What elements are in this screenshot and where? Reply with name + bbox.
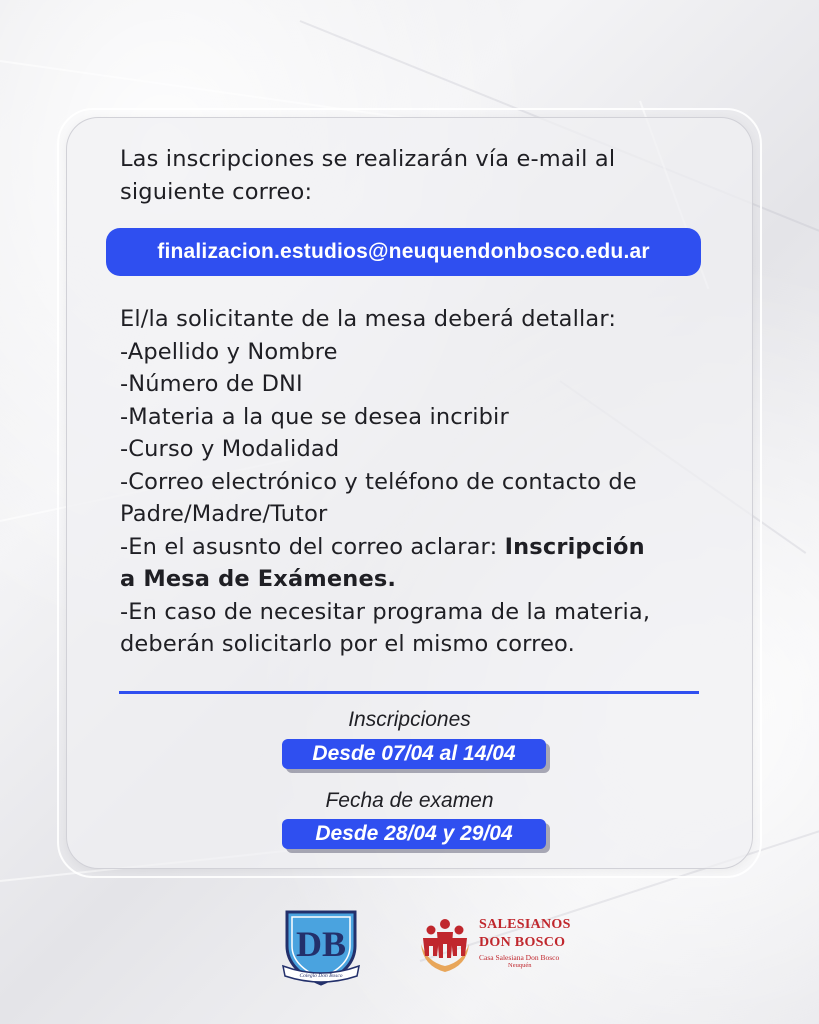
divider bbox=[119, 691, 699, 694]
list-item bbox=[120, 563, 720, 596]
exam-date-badge bbox=[282, 819, 546, 849]
exam-date: Desde 28/04 y 29/04 bbox=[315, 822, 513, 845]
exam-label: Fecha de examen bbox=[325, 789, 494, 812]
list-item: -Apellido y Nombre bbox=[120, 338, 338, 365]
inscriptions-label: Inscripciones bbox=[348, 708, 471, 731]
subject-bold: Inscripción bbox=[504, 533, 645, 560]
subject-bold: a Mesa de Exámenes. bbox=[120, 566, 397, 592]
email-address[interactable]: finalizacion.estudios@neuquendonbosco.edu.ar bbox=[157, 240, 650, 263]
email-pill[interactable] bbox=[106, 228, 701, 276]
salesianos-caption: Casa Salesiana Don Bosco bbox=[479, 953, 560, 962]
inscriptions-date: Desde 07/04 al 14/04 bbox=[312, 742, 516, 765]
list-item: -Número de DNI bbox=[120, 371, 303, 397]
salesianos-title: SALESIANOS bbox=[479, 917, 571, 932]
intro-text bbox=[120, 143, 710, 208]
requirements-list bbox=[120, 303, 720, 661]
colegio-don-bosco-logo bbox=[281, 906, 361, 986]
list-item: deberán solicitarlo por el mismo correo. bbox=[120, 631, 575, 657]
list-item: -Correo electrónico y teléfono de contacto de bbox=[120, 468, 637, 495]
school-initials: DB bbox=[295, 924, 347, 964]
list-item-subject bbox=[120, 531, 720, 564]
salesianos-subtitle: DON BOSCO bbox=[479, 935, 566, 950]
inscriptions-date-badge bbox=[282, 739, 546, 769]
requirements-heading: El/la solicitante de la mesa deberá detallar: bbox=[120, 306, 617, 332]
salesianos-don-bosco-logo bbox=[417, 914, 473, 976]
list-item: -Curso y Modalidad bbox=[120, 436, 340, 462]
subject-prefix: -En el asusnto del correo aclarar: bbox=[120, 533, 505, 560]
list-item: -En caso de necesitar programa de la materia, bbox=[120, 598, 651, 625]
intro-line: siguiente correo: bbox=[120, 178, 313, 205]
list-item: Padre/Madre/Tutor bbox=[120, 501, 328, 527]
salesianos-city: Neuquén bbox=[508, 962, 532, 969]
list-item: -Materia a la que se desea incribir bbox=[120, 403, 509, 430]
intro-line: Las inscripciones se realizarán vía e-mail al bbox=[120, 146, 616, 172]
school-ribbon-text: Colegio Don Bosco bbox=[299, 973, 343, 979]
